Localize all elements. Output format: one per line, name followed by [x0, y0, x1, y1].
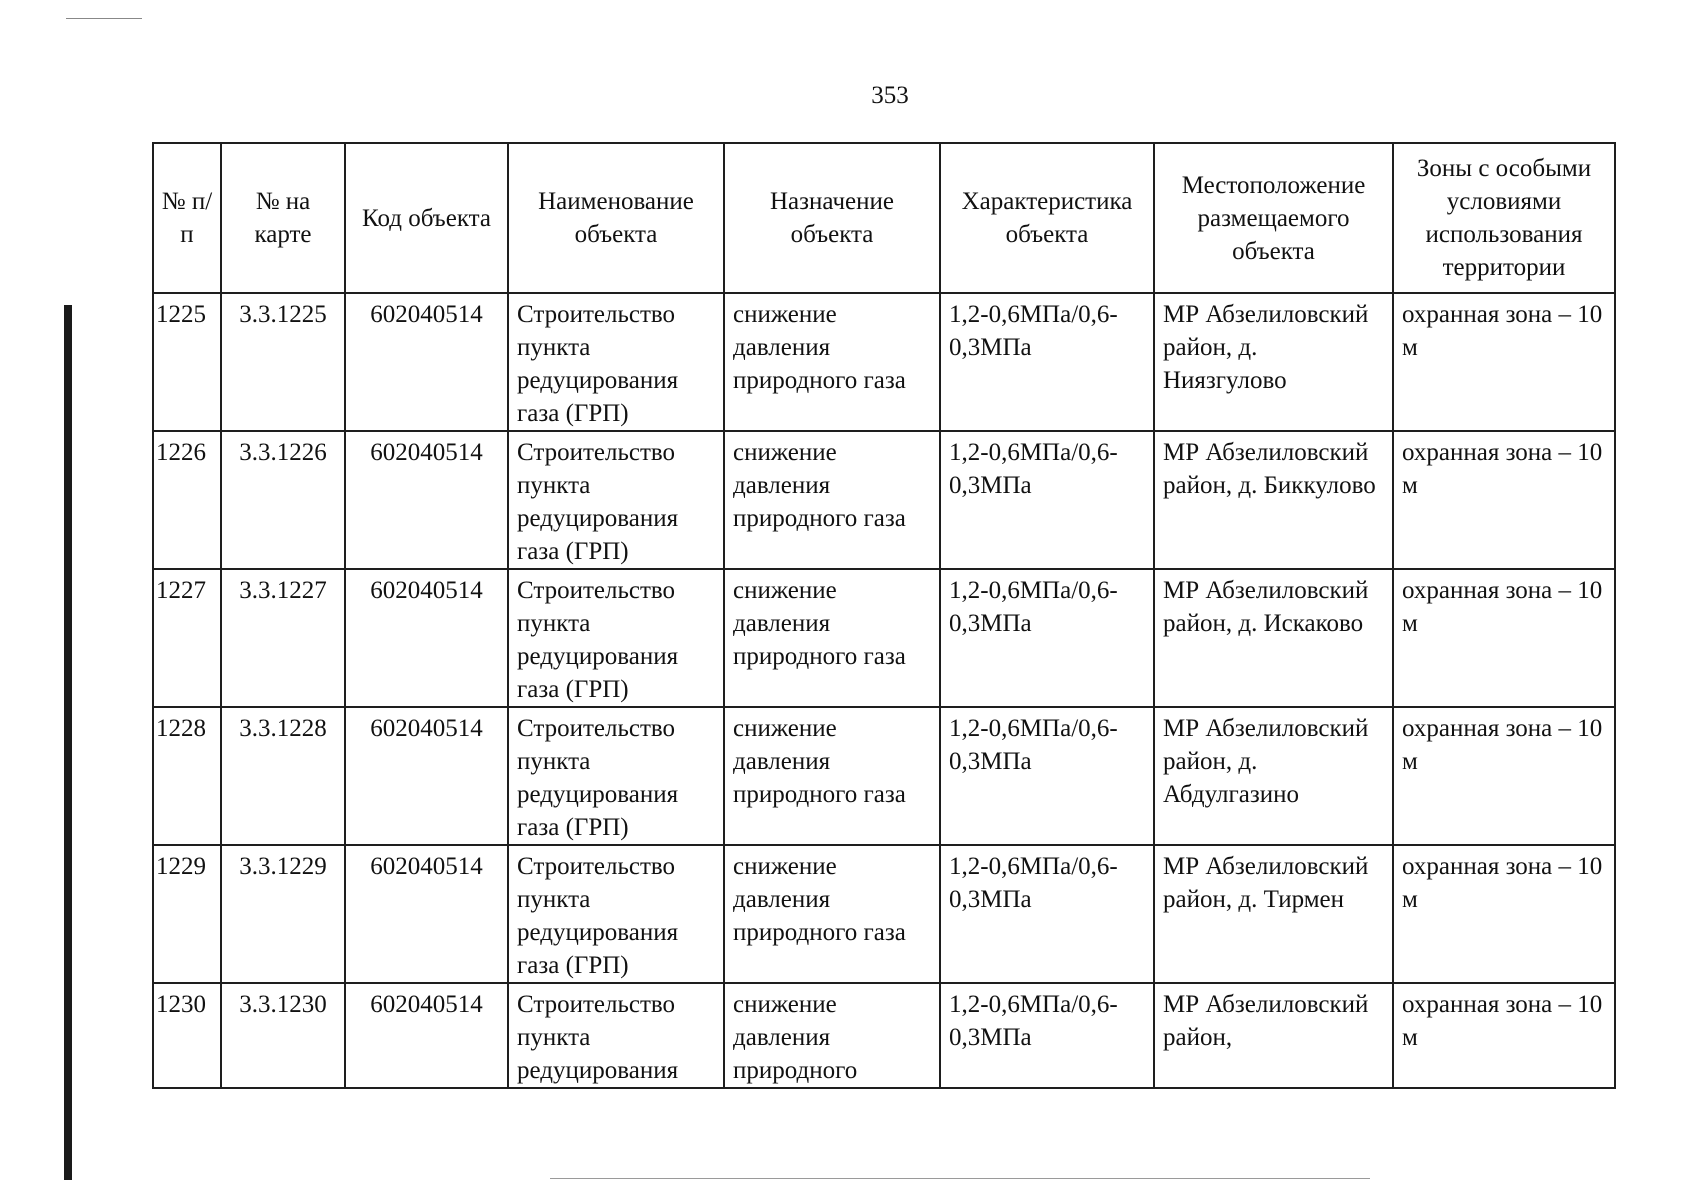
header-row-number: № п/п [153, 143, 221, 293]
scan-top-mark [66, 18, 142, 19]
cell-object-name: Строительство пункта редуцирования [508, 983, 724, 1088]
table-row [153, 983, 1615, 1088]
cell-row-number: 1227 [153, 569, 221, 707]
cell-map-number: 3.3.1226 [221, 431, 345, 569]
header-object-characteristic: Характеристика объекта [940, 143, 1154, 293]
cell-object-characteristic: 1,2-0,6МПа/0,6-0,3МПа [940, 569, 1154, 707]
cell-map-number: 3.3.1227 [221, 569, 345, 707]
table-row [153, 707, 1615, 845]
cell-object-location: МР Абзелиловский район, д. Биккулово [1154, 431, 1393, 569]
cell-map-number: 3.3.1228 [221, 707, 345, 845]
cell-object-purpose: снижение давления природного газа [724, 293, 940, 431]
cell-object-code: 602040514 [345, 845, 508, 983]
header-object-name: Наименование объекта [508, 143, 724, 293]
cell-object-purpose: снижение давления природного газа [724, 707, 940, 845]
cell-object-purpose: снижение давления природного газа [724, 431, 940, 569]
objects-table [152, 142, 1616, 1089]
table-row [153, 845, 1615, 983]
cell-object-name: Строительство пункта редуцирования газа (ГРП) [508, 293, 724, 431]
cell-object-purpose: снижение давления природного [724, 983, 940, 1088]
cell-object-code: 602040514 [345, 569, 508, 707]
cell-object-name: Строительство пункта редуцирования газа (ГРП) [508, 431, 724, 569]
cell-row-number: 1229 [153, 845, 221, 983]
cell-object-purpose: снижение давления природного газа [724, 845, 940, 983]
cell-object-characteristic: 1,2-0,6МПа/0,6-0,3МПа [940, 983, 1154, 1088]
cell-row-number: 1226 [153, 431, 221, 569]
cell-row-number: 1230 [153, 983, 221, 1088]
cell-special-zone: охранная зона – 10 м [1393, 569, 1615, 707]
cell-map-number: 3.3.1229 [221, 845, 345, 983]
cell-row-number: 1228 [153, 707, 221, 845]
cell-object-name: Строительство пункта редуцирования газа (ГРП) [508, 707, 724, 845]
header-object-location: Местоположение размещаемого объекта [1154, 143, 1393, 293]
cell-special-zone: охранная зона – 10 м [1393, 707, 1615, 845]
cell-object-location: МР Абзелиловский район, д. Ниязгулово [1154, 293, 1393, 431]
cell-special-zone: охранная зона – 10 м [1393, 431, 1615, 569]
cell-row-number: 1225 [153, 293, 221, 431]
cell-map-number: 3.3.1230 [221, 983, 345, 1088]
cell-map-number: 3.3.1225 [221, 293, 345, 431]
table-row [153, 431, 1615, 569]
table-row [153, 569, 1615, 707]
cell-object-location: МР Абзелиловский район, д. Искаково [1154, 569, 1393, 707]
cell-special-zone: охранная зона – 10 м [1393, 983, 1615, 1088]
page-number: 353 [871, 82, 909, 109]
cell-object-characteristic: 1,2-0,6МПа/0,6-0,3МПа [940, 845, 1154, 983]
table-header-row [153, 143, 1615, 293]
header-object-code: Код объекта [345, 143, 508, 293]
cell-object-purpose: снижение давления природного газа [724, 569, 940, 707]
cell-object-code: 602040514 [345, 431, 508, 569]
cell-special-zone: охранная зона – 10 м [1393, 845, 1615, 983]
cell-special-zone: охранная зона – 10 м [1393, 293, 1615, 431]
header-object-purpose: Назначение объекта [724, 143, 940, 293]
table-row [153, 293, 1615, 431]
cell-object-location: МР Абзелиловский район, д. Абдулгазино [1154, 707, 1393, 845]
header-map-number: № на карте [221, 143, 345, 293]
cell-object-location: МР Абзелиловский район, д. Тирмен [1154, 845, 1393, 983]
scan-binding-edge [64, 305, 72, 1180]
cell-object-name: Строительство пункта редуцирования газа (ГРП) [508, 845, 724, 983]
scan-bottom-line [550, 1178, 1370, 1179]
cell-object-code: 602040514 [345, 293, 508, 431]
cell-object-code: 602040514 [345, 983, 508, 1088]
cell-object-location: МР Абзелиловский район, [1154, 983, 1393, 1088]
cell-object-characteristic: 1,2-0,6МПа/0,6-0,3МПа [940, 707, 1154, 845]
cell-object-characteristic: 1,2-0,6МПа/0,6-0,3МПа [940, 431, 1154, 569]
header-special-zones: Зоны с особыми условиями использования территории [1393, 143, 1615, 293]
cell-object-characteristic: 1,2-0,6МПа/0,6-0,3МПа [940, 293, 1154, 431]
cell-object-code: 602040514 [345, 707, 508, 845]
cell-object-name: Строительство пункта редуцирования газа (ГРП) [508, 569, 724, 707]
